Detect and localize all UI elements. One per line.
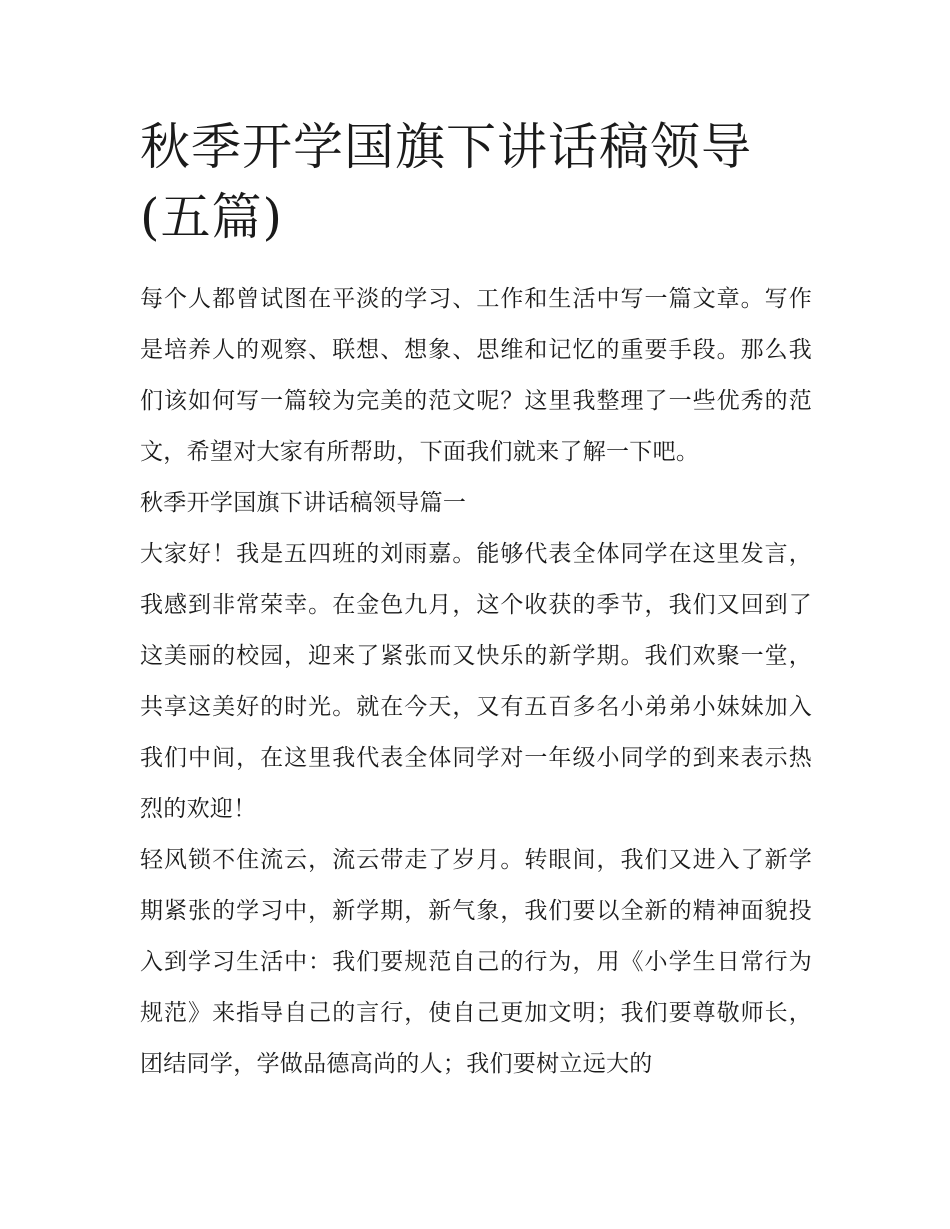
section-heading: 秋季开学国旗下讲话稿领导篇一 bbox=[140, 490, 467, 516]
intro-paragraph: 每个人都曾试图在平淡的学习、工作和生活中写一篇文章。写作是培养人的观察、联想、想象、思维和记忆的重要手段。那么我们该如何写一篇较为完美的范文呢？这里我整理了一些优秀的范文，希望对大家有所帮助，下面我们就来了解一下吧。 bbox=[140, 286, 812, 465]
speech-paragraph: 大家好！我是五四班的刘雨嘉。能够代表全体同学在这里发言，我感到非常荣幸。在金色九月，这个收获的季节，我们又回到了这美丽的校园，迎来了紧张而又快乐的新学期。我们欢聚一堂，共享这美好的时光。就在今天，又有五百多名小弟弟小妹妹加入我们中间，在这里我代表全体同学对一年级小同学的到来表示热烈的欢迎！ bbox=[140, 541, 812, 822]
document-page bbox=[140, 112, 812, 1090]
document-title: 秋季开学国旗下讲话稿领导(五篇) bbox=[140, 118, 752, 246]
speech-paragraph: 轻风锁不住流云，流云带走了岁月。转眼间，我们又进入了新学期紧张的学习中，新学期，新气象，我们要以全新的精神面貌投入到学习生活中：我们要规范自己的行为，用《小学生日常行为规范》来指导自己的言行，使自己更加文明；我们要尊敬师长，团结同学，学做品德高尚的人；我们要树立远大的 bbox=[140, 847, 812, 1077]
